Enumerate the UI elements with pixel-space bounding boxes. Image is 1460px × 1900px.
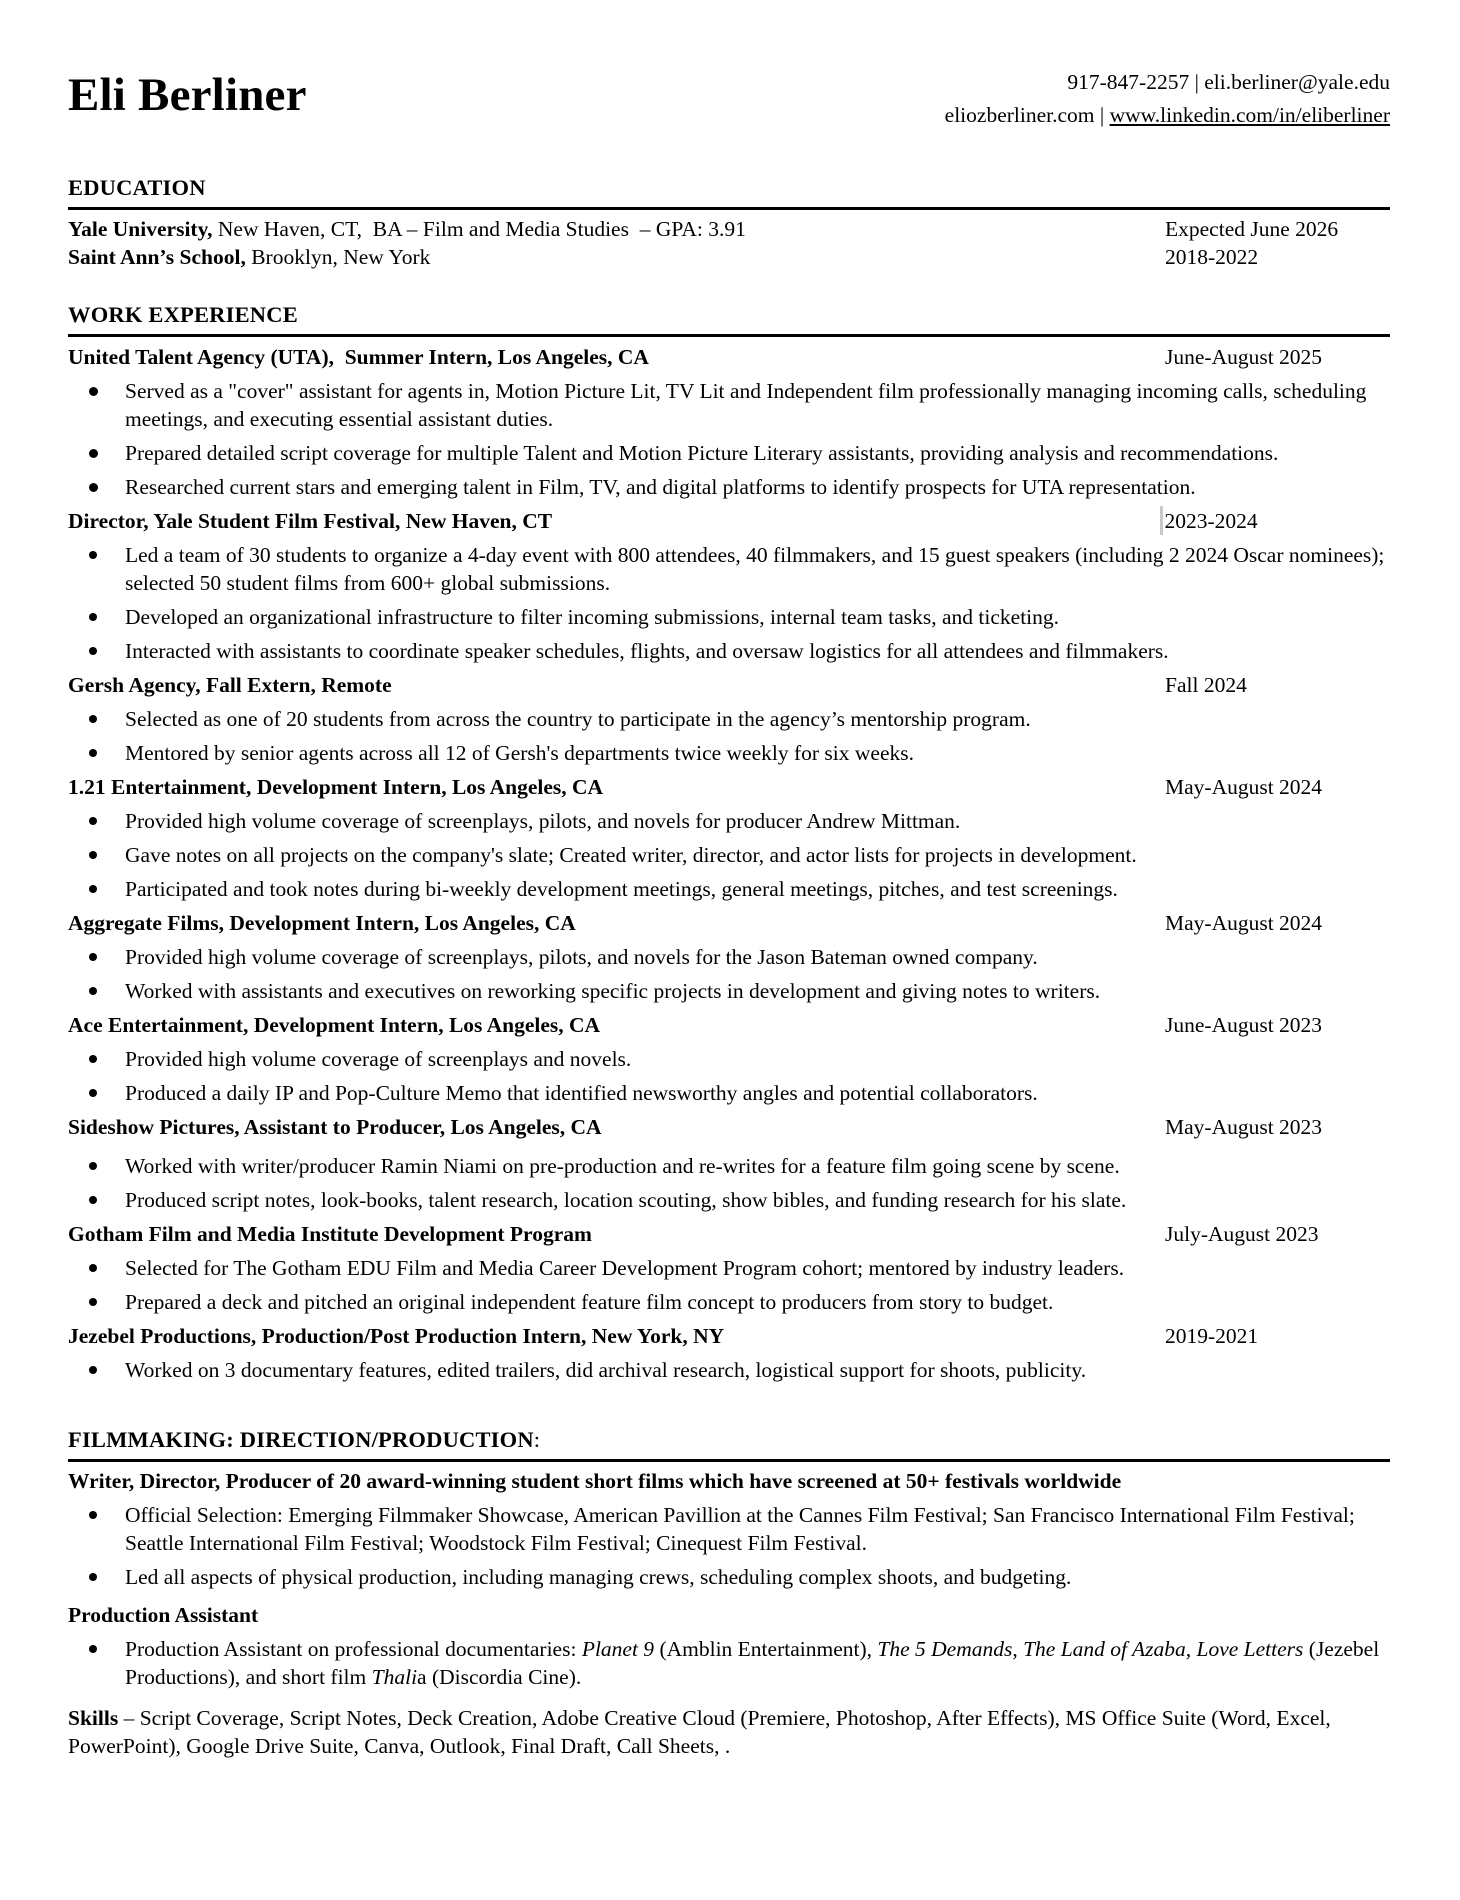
job-title: Gersh Agency, Fall Extern, Remote	[68, 673, 392, 697]
filmmaking-heading	[68, 1426, 1390, 1462]
job-date: 2019-2021	[1165, 1324, 1259, 1348]
contact-line-web	[945, 99, 1390, 132]
job-heading	[68, 343, 1390, 371]
skills-text: – Script Coverage, Script Notes, Deck Creation, Adobe Creative Cloud (Premiere, Photoshop, After Effects), MS Office Suite (Word, Excel, PowerPoint), Google Drive Suite, Canva, Outlook, Final Draft, Call Sheets, .	[68, 1706, 1331, 1758]
bullet-item	[68, 1254, 1390, 1282]
bullet-item	[68, 875, 1390, 903]
bullet-icon	[89, 1196, 97, 1204]
institution-name: Saint Ann’s School,	[68, 245, 246, 269]
bullet-text: Prepared detailed script coverage for multiple Talent and Motion Picture Literary assistants, providing analysis and recommendations.	[125, 441, 1279, 465]
bullet-text: Led all aspects of physical production, including managing crews, scheduling complex shoots, and budgeting.	[125, 1565, 1072, 1589]
job-heading	[68, 507, 1390, 535]
education-heading: EDUCATION	[68, 174, 1390, 210]
job-title: Director, Yale Student Film Festival, New Haven, CT	[68, 509, 553, 533]
bullet-item	[68, 377, 1390, 433]
bullet-icon	[89, 885, 97, 893]
bullet-icon	[89, 1089, 97, 1097]
job-date: July-August 2023	[1165, 1222, 1319, 1246]
skills-line	[68, 1704, 1390, 1760]
contact-line-phone-email: 917-847-2257 | eli.berliner@yale.edu	[1067, 70, 1390, 94]
bullet-text: Selected for The Gotham EDU Film and Media Career Development Program cohort; mentored by industry leaders.	[125, 1256, 1125, 1280]
job-date: June-August 2023	[1165, 1013, 1323, 1037]
bullet-text: Produced script notes, look-books, talent research, location scouting, show bibles, and funding research for his slate.	[125, 1188, 1127, 1212]
contact-block	[945, 58, 1390, 132]
bullet-text: Provided high volume coverage of screenplays and novels.	[125, 1047, 632, 1071]
education-date: Expected June 2026	[1165, 217, 1339, 241]
website-text: eliozberliner.com |	[944, 103, 1110, 127]
job-date: Fall 2024	[1165, 673, 1247, 697]
job-title: Aggregate Films, Development Intern, Los Angeles, CA	[68, 911, 576, 935]
job-heading	[68, 671, 1390, 699]
bullet-text: Participated and took notes during bi-weekly development meetings, general meetings, pitches, and test screenings.	[125, 877, 1118, 901]
production-assistant-title: Production Assistant	[68, 1603, 259, 1627]
bullet-icon	[89, 1511, 97, 1519]
bullet-icon	[89, 1055, 97, 1063]
bullet-text: Served as a "cover" assistant for agents in, Motion Picture Lit, TV Lit and Independent film professionally managing incoming calls, scheduling meetings, and executing essential assistant duties.	[125, 379, 1367, 431]
bullet-icon	[89, 551, 97, 559]
job-title: Ace Entertainment, Development Intern, Los Angeles, CA	[68, 1013, 601, 1037]
bullet-icon	[89, 715, 97, 723]
bullet-icon	[89, 1573, 97, 1581]
bullet-item	[68, 1152, 1390, 1180]
job-heading	[68, 1113, 1390, 1141]
bullet-text: Interacted with assistants to coordinate speaker schedules, flights, and oversaw logistics for all attendees and filmmakers.	[125, 639, 1169, 663]
bullet-item	[68, 841, 1390, 869]
filmmaking-writer-title: Writer, Director, Producer of 20 award-winning student short films which have screened at 50+ festivals worldwide	[68, 1469, 1122, 1493]
bullet-item	[68, 1288, 1390, 1316]
filmmaking-heading-colon: :	[533, 1427, 541, 1452]
bullet-text: Researched current stars and emerging talent in Film, TV, and digital platforms to identify prospects for UTA representation.	[125, 475, 1196, 499]
job-date: June-August 2025	[1165, 345, 1323, 369]
job-title: Jezebel Productions, Production/Post Production Intern, New York, NY	[68, 1324, 725, 1348]
bullet-item	[68, 807, 1390, 835]
bullet-item	[68, 739, 1390, 767]
bullet-icon	[89, 613, 97, 621]
bullet-item	[68, 637, 1390, 665]
bullet-icon	[89, 647, 97, 655]
bullet-icon	[89, 1298, 97, 1306]
bullet-item	[68, 1186, 1390, 1214]
institution-name: Yale University,	[68, 217, 213, 241]
bullet-text: Provided high volume coverage of screenplays, pilots, and novels for producer Andrew Mittman.	[125, 809, 961, 833]
bullet-text: Prepared a deck and pitched an original independent feature film concept to producers from story to budget.	[125, 1290, 1054, 1314]
bullet-text: Selected as one of 20 students from across the country to participate in the agency’s mentorship program.	[125, 707, 1031, 731]
bullet-icon	[89, 1366, 97, 1374]
job-date: May-August 2023	[1165, 1115, 1323, 1139]
bullet-icon	[89, 953, 97, 961]
job-heading	[68, 1011, 1390, 1039]
bullet-icon	[89, 387, 98, 396]
bullet-icon	[89, 987, 97, 995]
education-entry	[68, 243, 1390, 271]
bullet-item	[68, 1635, 1390, 1691]
job-heading	[68, 773, 1390, 801]
bullet-text: Mentored by senior agents across all 12 of Gersh's departments twice weekly for six weeks.	[125, 741, 915, 765]
work-experience-heading: WORK EXPERIENCE	[68, 301, 1390, 337]
bullet-item	[68, 1563, 1390, 1591]
skills-label: Skills	[68, 1706, 119, 1730]
resume-header	[68, 58, 1390, 132]
bullet-item	[68, 1079, 1390, 1107]
bullet-icon	[89, 749, 97, 757]
bullet-text: Production Assistant on professional documentaries: Planet 9 (Amblin Entertainment), The 5 Demands, The Land of Azaba, Love Letters (Jezebel Productions), and short film Thalia (Discordia Cine).	[125, 1637, 1380, 1689]
bullet-text: Worked with assistants and executives on reworking specific projects in development and giving notes to writers.	[125, 979, 1101, 1003]
bullet-item	[68, 603, 1390, 631]
bullet-text: Official Selection: Emerging Filmmaker Showcase, American Pavillion at the Cannes Film Festival; San Francisco International Film Festival; Seattle International Film Festival; Woodstock Film Festival; Cinequest Film Festival.	[125, 1503, 1355, 1555]
bullet-text: Provided high volume coverage of screenplays, pilots, and novels for the Jason Bateman owned company.	[125, 945, 1038, 969]
job-heading	[68, 1322, 1390, 1350]
bullet-icon	[89, 1645, 97, 1653]
bullet-icon	[89, 851, 97, 859]
institution-details: New Haven, CT, BA – Film and Media Studies – GPA: 3.91	[212, 217, 746, 241]
bullet-text: Developed an organizational infrastructure to filter incoming submissions, internal team tasks, and ticketing.	[125, 605, 1060, 629]
bullet-item	[68, 1356, 1390, 1384]
education-entry	[68, 215, 1390, 243]
bullet-text: Produced a daily IP and Pop-Culture Memo that identified newsworthy angles and potential collaborators.	[125, 1081, 1038, 1105]
bullet-icon	[89, 1162, 97, 1170]
bullet-icon	[89, 1264, 97, 1272]
bullet-item	[68, 1045, 1390, 1073]
education-section	[68, 174, 1390, 271]
text-cursor	[1160, 506, 1163, 535]
education-entries	[68, 215, 1390, 271]
bullet-item	[68, 943, 1390, 971]
bullet-icon	[89, 817, 97, 825]
job-heading	[68, 909, 1390, 937]
job-date	[1165, 507, 1258, 535]
bullet-icon	[89, 483, 98, 492]
bullet-item	[68, 439, 1390, 467]
bullet-item	[68, 705, 1390, 733]
person-name: Eli Berliner	[68, 69, 307, 121]
education-date: 2018-2022	[1165, 245, 1259, 269]
job-date-text: 2023-2024	[1164, 509, 1258, 533]
bullet-icon	[89, 449, 98, 458]
bullet-item	[68, 473, 1390, 501]
bullet-item	[68, 541, 1390, 597]
job-date: May-August 2024	[1165, 775, 1323, 799]
job-heading	[68, 1220, 1390, 1248]
bullet-text: Led a team of 30 students to organize a 4-day event with 800 attendees, 40 filmmakers, and 15 guest speakers (including 2 2024 Oscar nominees); selected 50 student films from 600+ global submissions.	[125, 543, 1385, 595]
bullet-text: Gave notes on all projects on the company's slate; Created writer, director, and actor lists for projects in development.	[125, 843, 1137, 867]
job-date: May-August 2024	[1165, 911, 1323, 935]
bullet-item	[68, 1501, 1390, 1557]
job-title: 1.21 Entertainment, Development Intern, Los Angeles, CA	[68, 775, 604, 799]
bullet-text: Worked with writer/producer Ramin Niami on pre-production and re-writes for a feature film going scene by scene.	[125, 1154, 1120, 1178]
filmmaking-heading-text: FILMMAKING: DIRECTION/PRODUCTION	[68, 1427, 534, 1452]
bullet-text: Worked on 3 documentary features, edited trailers, did archival research, logistical support for shoots, publicity.	[125, 1358, 1087, 1382]
bullet-item	[68, 977, 1390, 1005]
job-title: Gotham Film and Media Institute Development Program	[68, 1222, 592, 1246]
institution-details: Brooklyn, New York	[245, 245, 431, 269]
work-experience-section	[68, 301, 1390, 1384]
job-title: Sideshow Pictures, Assistant to Producer, Los Angeles, CA	[68, 1115, 602, 1139]
job-title: United Talent Agency (UTA), Summer Intern, Los Angeles, CA	[68, 345, 649, 369]
linkedin-link[interactable]: www.linkedin.com/in/eliberliner	[1109, 103, 1390, 127]
filmmaking-section	[68, 1426, 1390, 1760]
